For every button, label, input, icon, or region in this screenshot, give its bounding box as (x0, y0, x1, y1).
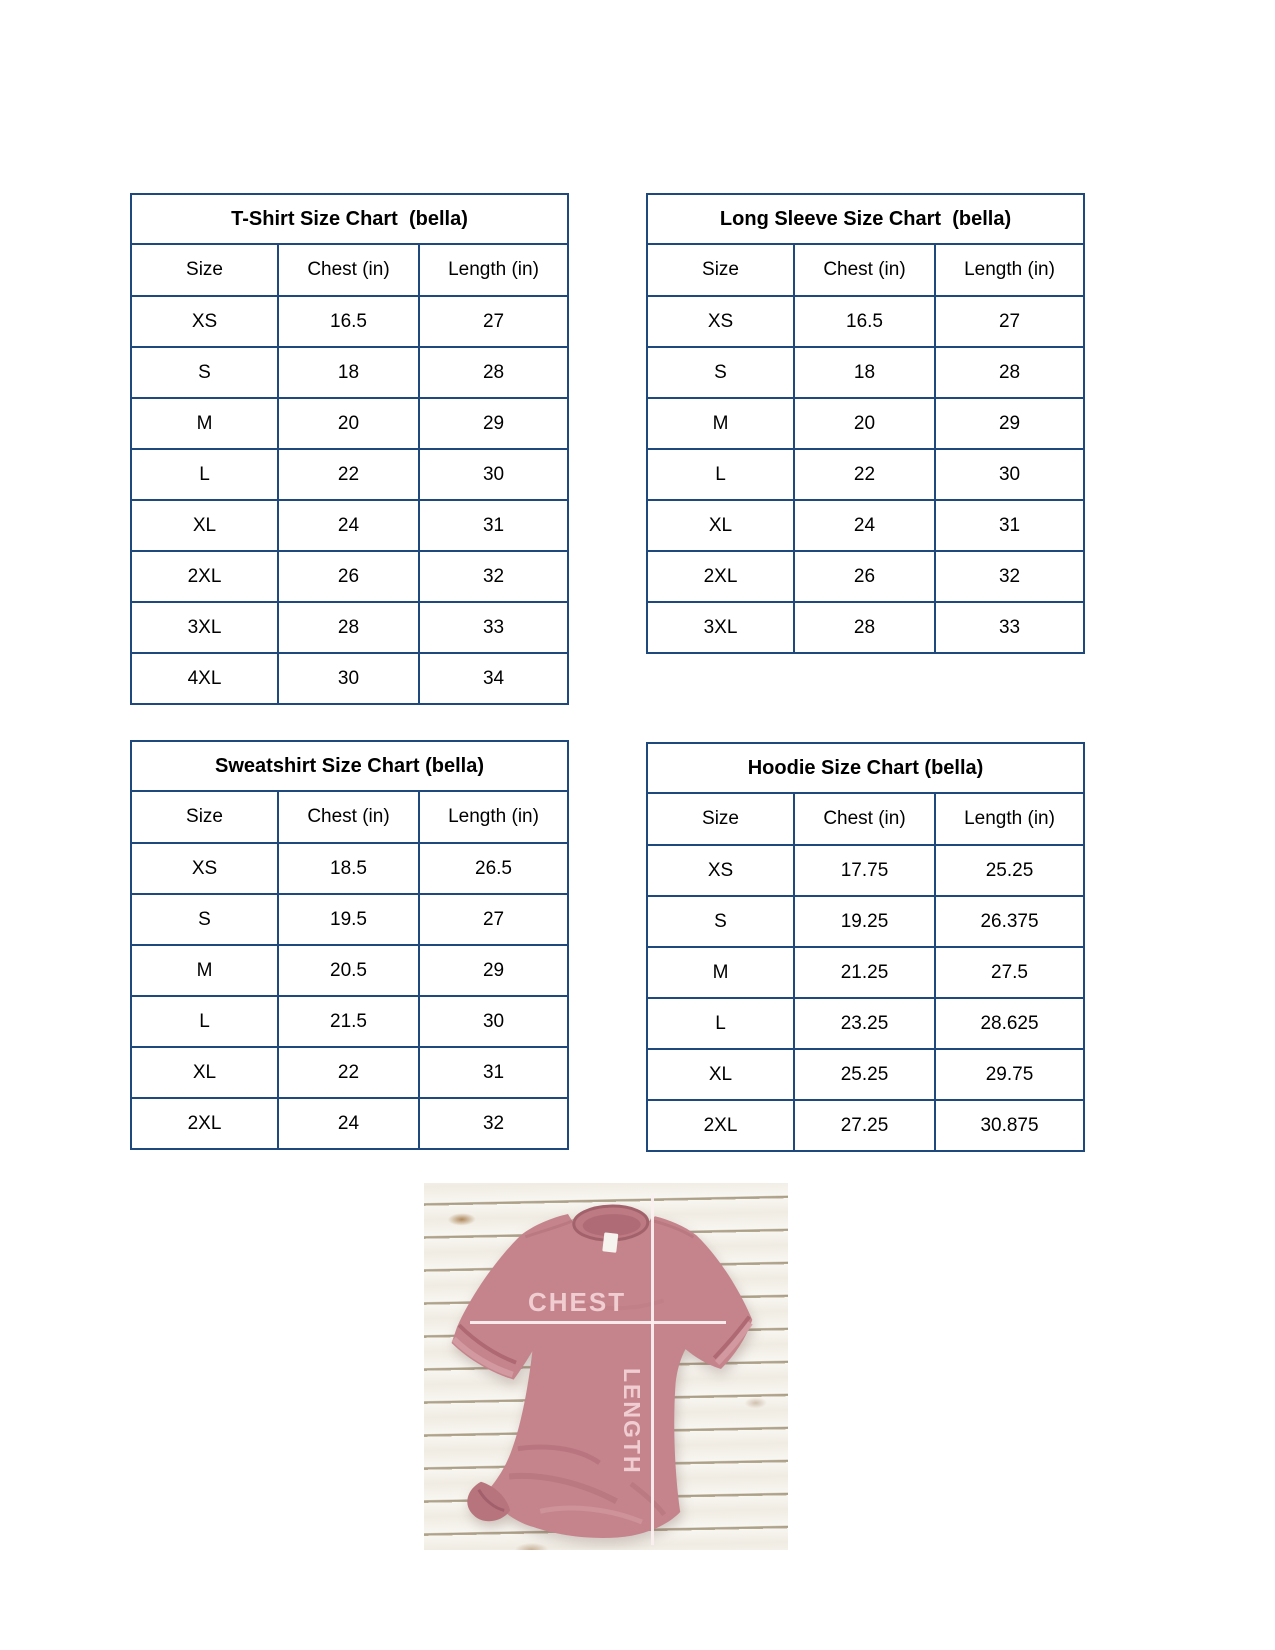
longsleeve-row-2xl (647, 551, 1084, 602)
tshirt-column-header-chest: Chest (in) (278, 244, 419, 296)
sweatshirt-cell-size: L (131, 996, 278, 1047)
longsleeve-title-row (647, 194, 1084, 244)
tshirt-cell-length: 28 (419, 347, 568, 398)
sweatshirt-title-row (131, 741, 568, 791)
hoodie-row-s (647, 896, 1084, 947)
sweatshirt-cell-length: 26.5 (419, 843, 568, 894)
tshirt-cell-chest: 28 (278, 602, 419, 653)
sweatshirt-cell-length: 30 (419, 996, 568, 1047)
longsleeve-cell-length: 33 (935, 602, 1084, 653)
longsleeve-size-table (646, 193, 1085, 654)
tshirt-title-row (131, 194, 568, 244)
tshirt-size-table (130, 193, 569, 705)
tshirt-cell-length: 34 (419, 653, 568, 704)
sweatshirt-cell-size: XL (131, 1047, 278, 1098)
tshirt-cell-chest: 20 (278, 398, 419, 449)
hoodie-cell-length: 30.875 (935, 1100, 1084, 1151)
tshirt-row-l (131, 449, 568, 500)
sweatshirt-cell-chest: 19.5 (278, 894, 419, 945)
tshirt-cell-size: M (131, 398, 278, 449)
tshirt-column-header-size: Size (131, 244, 278, 296)
tshirt-cell-size: XL (131, 500, 278, 551)
hoodie-title-row (647, 743, 1084, 793)
tshirt-cell-chest: 18 (278, 347, 419, 398)
longsleeve-header-row (647, 244, 1084, 296)
tshirt-cell-size: 4XL (131, 653, 278, 704)
sweatshirt-column-header-chest: Chest (in) (278, 791, 419, 843)
sweatshirt-cell-length: 27 (419, 894, 568, 945)
tshirt-row-m (131, 398, 568, 449)
sweatshirt-row-s (131, 894, 568, 945)
tshirt-cell-length: 29 (419, 398, 568, 449)
sweatshirt-cell-chest: 18.5 (278, 843, 419, 894)
tshirt-row-3xl (131, 602, 568, 653)
tshirt-row-xl (131, 500, 568, 551)
tshirt-cell-size: L (131, 449, 278, 500)
chest-label: CHEST (528, 1287, 627, 1317)
longsleeve-cell-size: XL (647, 500, 794, 551)
hoodie-cell-length: 29.75 (935, 1049, 1084, 1100)
longsleeve-cell-size: S (647, 347, 794, 398)
tshirt-row-xs (131, 296, 568, 347)
tshirt-table-title: T-Shirt Size Chart (bella) (131, 194, 568, 244)
sweatshirt-cell-chest: 24 (278, 1098, 419, 1149)
tshirt-cell-length: 32 (419, 551, 568, 602)
tshirt-cell-length: 33 (419, 602, 568, 653)
hoodie-cell-chest: 19.25 (794, 896, 935, 947)
longsleeve-cell-length: 30 (935, 449, 1084, 500)
sweatshirt-table-title: Sweatshirt Size Chart (bella) (131, 741, 568, 791)
sweatshirt-row-xl (131, 1047, 568, 1098)
hoodie-cell-size: S (647, 896, 794, 947)
hoodie-row-2xl (647, 1100, 1084, 1151)
sweatshirt-cell-length: 29 (419, 945, 568, 996)
tshirt-cell-chest: 16.5 (278, 296, 419, 347)
longsleeve-column-header-chest: Chest (in) (794, 244, 935, 296)
sweatshirt-cell-size: 2XL (131, 1098, 278, 1149)
sweatshirt-cell-length: 31 (419, 1047, 568, 1098)
sweatshirt-cell-size: M (131, 945, 278, 996)
tshirt-cell-chest: 24 (278, 500, 419, 551)
sweatshirt-row-l (131, 996, 568, 1047)
sweatshirt-column-header-length: Length (in) (419, 791, 568, 843)
tshirt-cell-size: XS (131, 296, 278, 347)
tshirt-cell-chest: 22 (278, 449, 419, 500)
chest-measure-line (470, 1321, 726, 1324)
longsleeve-cell-chest: 28 (794, 602, 935, 653)
hoodie-cell-size: L (647, 998, 794, 1049)
sweatshirt-cell-chest: 22 (278, 1047, 419, 1098)
sweatshirt-row-2xl (131, 1098, 568, 1149)
tshirt-cell-length: 27 (419, 296, 568, 347)
hoodie-cell-chest: 27.25 (794, 1100, 935, 1151)
hoodie-cell-length: 27.5 (935, 947, 1084, 998)
hoodie-cell-length: 25.25 (935, 845, 1084, 896)
tshirt-header-row (131, 244, 568, 296)
longsleeve-cell-length: 29 (935, 398, 1084, 449)
length-label: LENGTH (619, 1368, 645, 1475)
longsleeve-cell-chest: 16.5 (794, 296, 935, 347)
sweatshirt-row-m (131, 945, 568, 996)
longsleeve-cell-size: 2XL (647, 551, 794, 602)
longsleeve-cell-size: M (647, 398, 794, 449)
longsleeve-row-xs (647, 296, 1084, 347)
hoodie-row-l (647, 998, 1084, 1049)
hoodie-cell-size: XL (647, 1049, 794, 1100)
longsleeve-cell-chest: 18 (794, 347, 935, 398)
tshirt-column-header-length: Length (in) (419, 244, 568, 296)
tshirt-cell-chest: 26 (278, 551, 419, 602)
sweatshirt-cell-size: XS (131, 843, 278, 894)
tshirt-cell-size: 3XL (131, 602, 278, 653)
longsleeve-row-s (647, 347, 1084, 398)
longsleeve-cell-chest: 26 (794, 551, 935, 602)
tshirt-row-4xl (131, 653, 568, 704)
longsleeve-column-header-size: Size (647, 244, 794, 296)
hoodie-cell-chest: 25.25 (794, 1049, 935, 1100)
tshirt-cell-length: 31 (419, 500, 568, 551)
sweatshirt-row-xs (131, 843, 568, 894)
sweatshirt-cell-chest: 20.5 (278, 945, 419, 996)
tshirt-cell-size: S (131, 347, 278, 398)
hoodie-cell-size: 2XL (647, 1100, 794, 1151)
sweatshirt-cell-size: S (131, 894, 278, 945)
hoodie-cell-size: M (647, 947, 794, 998)
longsleeve-column-header-length: Length (in) (935, 244, 1084, 296)
sweatshirt-header-row (131, 791, 568, 843)
longsleeve-cell-size: 3XL (647, 602, 794, 653)
hoodie-column-header-length: Length (in) (935, 793, 1084, 845)
sweatshirt-cell-length: 32 (419, 1098, 568, 1149)
longsleeve-cell-chest: 20 (794, 398, 935, 449)
tshirt-cell-length: 30 (419, 449, 568, 500)
hoodie-size-table (646, 742, 1085, 1152)
longsleeve-cell-length: 31 (935, 500, 1084, 551)
hoodie-header-row (647, 793, 1084, 845)
longsleeve-cell-size: XS (647, 296, 794, 347)
hoodie-row-m (647, 947, 1084, 998)
hoodie-cell-chest: 17.75 (794, 845, 935, 896)
hoodie-row-xs (647, 845, 1084, 896)
longsleeve-cell-length: 28 (935, 347, 1084, 398)
longsleeve-cell-length: 27 (935, 296, 1084, 347)
hoodie-cell-chest: 23.25 (794, 998, 935, 1049)
longsleeve-row-m (647, 398, 1084, 449)
sweatshirt-size-table (130, 740, 569, 1150)
measurement-guide-photo (424, 1183, 788, 1550)
hoodie-cell-length: 28.625 (935, 998, 1084, 1049)
hoodie-row-xl (647, 1049, 1084, 1100)
sweatshirt-cell-chest: 21.5 (278, 996, 419, 1047)
hoodie-column-header-chest: Chest (in) (794, 793, 935, 845)
longsleeve-row-3xl (647, 602, 1084, 653)
longsleeve-cell-size: L (647, 449, 794, 500)
length-measure-line (651, 1195, 654, 1545)
longsleeve-row-l (647, 449, 1084, 500)
longsleeve-table-title: Long Sleeve Size Chart (bella) (647, 194, 1084, 244)
tshirt-cell-chest: 30 (278, 653, 419, 704)
hoodie-cell-size: XS (647, 845, 794, 896)
longsleeve-cell-chest: 24 (794, 500, 935, 551)
tshirt-cell-size: 2XL (131, 551, 278, 602)
sweatshirt-column-header-size: Size (131, 791, 278, 843)
hoodie-column-header-size: Size (647, 793, 794, 845)
hoodie-cell-length: 26.375 (935, 896, 1084, 947)
tshirt-illustration (424, 1183, 788, 1550)
hoodie-table-title: Hoodie Size Chart (bella) (647, 743, 1084, 793)
tshirt-row-s (131, 347, 568, 398)
longsleeve-cell-length: 32 (935, 551, 1084, 602)
tee-group (447, 1200, 756, 1542)
tshirt-row-2xl (131, 551, 568, 602)
longsleeve-row-xl (647, 500, 1084, 551)
hoodie-cell-chest: 21.25 (794, 947, 935, 998)
tee-neck-tag (602, 1232, 618, 1252)
longsleeve-cell-chest: 22 (794, 449, 935, 500)
